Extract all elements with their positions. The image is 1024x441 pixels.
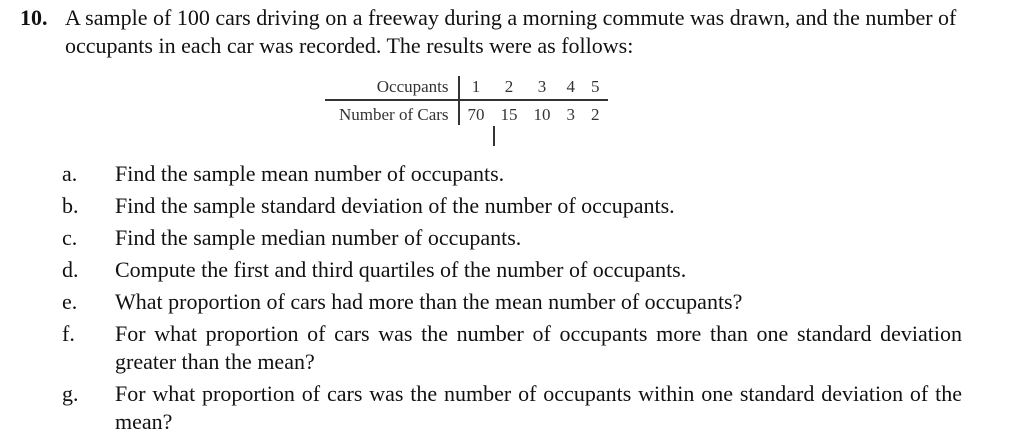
table-cell: 70	[467, 105, 485, 124]
question-letter: f.	[62, 321, 75, 346]
table-cell: 2	[591, 105, 600, 124]
question-a	[62, 160, 962, 188]
table-cell: 4	[559, 76, 584, 100]
question-text: Find the sample median number of occupants.	[115, 225, 522, 250]
question-text: For what proportion of cars was the number of occupants more than one standard deviation greater than the mean?	[115, 321, 962, 374]
table-cell: 1	[459, 76, 493, 100]
question-text: Find the sample mean number of occupants.	[115, 161, 505, 186]
table-row-cars	[325, 100, 608, 125]
question-text: Find the sample standard deviation of the number of occupants.	[115, 193, 675, 218]
table-cell: 2	[493, 76, 526, 100]
table-row-occupants	[325, 76, 608, 100]
question-letter: a.	[62, 161, 78, 186]
question-g	[62, 380, 962, 436]
table-cell: 5	[583, 76, 608, 100]
question-f	[62, 320, 962, 376]
row-label-occupants: Occupants	[325, 76, 459, 100]
table-cell: 10	[533, 105, 551, 124]
question-list	[62, 160, 962, 440]
question-letter: d.	[62, 257, 79, 282]
question-c	[62, 224, 962, 252]
question-text: What proportion of cars had more than the mean number of occupants?	[115, 289, 743, 314]
question-letter: c.	[62, 225, 78, 250]
question-letter: e.	[62, 289, 78, 314]
problem-number: 10.	[20, 5, 48, 30]
occupancy-table	[325, 76, 608, 125]
question-b	[62, 192, 962, 220]
table-cell: 15	[500, 105, 518, 124]
table-divider-line	[493, 126, 495, 146]
question-text: For what proportion of cars was the number of occupants within one standard deviation of the mean?	[115, 381, 962, 434]
question-letter: b.	[62, 193, 79, 218]
table-cell: 3	[566, 105, 576, 124]
problem-text: A sample of 100 cars driving on a freeway during a morning commute was drawn, and the number of occupants in each car was recorded. The results were as follows:	[65, 5, 957, 58]
question-d	[62, 256, 962, 284]
table-cell: 3	[526, 76, 559, 100]
question-text: Compute the first and third quartiles of the number of occupants.	[115, 257, 687, 282]
row-label-cars: Number of Cars	[325, 100, 459, 125]
question-letter: g.	[62, 381, 79, 406]
question-e	[62, 288, 962, 316]
